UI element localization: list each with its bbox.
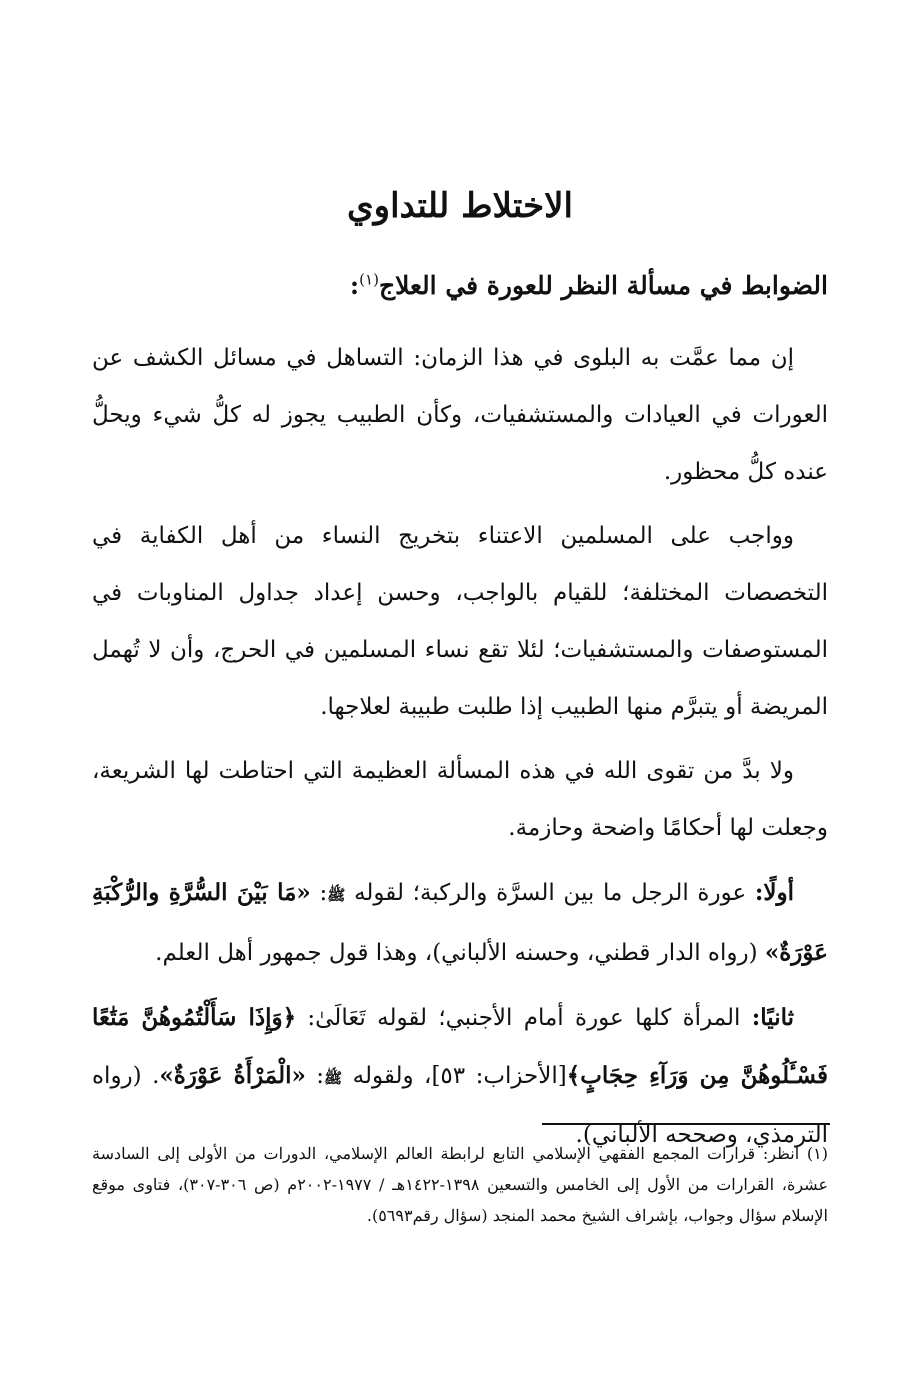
- paragraph-text: المرأة كلها عورة أمام الأجنبي؛ لقوله تَعَالَىٰ:: [296, 1005, 752, 1031]
- paragraph-text: :: [310, 880, 328, 906]
- quran-verse: ﴿وَإِذَا سَأَلْتُمُوهُنَّ مَتَٰعًا فَسْـَٔلُوهُنَّ مِن وَرَآءِ حِجَابٍ﴾: [92, 1004, 828, 1089]
- paragraph-text: ، ولقوله: [342, 1063, 432, 1089]
- salawat-glyph: ﷺ: [324, 1069, 343, 1087]
- body-text: [92, 330, 828, 1171]
- point-label: ثانيًا:: [751, 1004, 795, 1031]
- paragraph-text: عورة الرجل ما بين السرَّة والركبة؛ لقوله: [345, 880, 755, 906]
- paragraph-text: :: [305, 1063, 325, 1089]
- hadith-source: . (رواه الترمذي، وصححه الألباني).: [92, 1063, 828, 1148]
- hadith-quote: «مَا بَيْنَ السُّرَّةِ والرُّكْبَةِ عَوْرَةٌ»: [92, 879, 828, 966]
- section-heading-text: الضوابط في مسألة النظر للعورة في العلاج: [378, 271, 828, 300]
- footnote-separator: [542, 1123, 830, 1125]
- chapter-title: الاختلاط للتداوي: [347, 186, 573, 226]
- verse-reference: [الأحزاب: ٥٣]: [431, 1063, 567, 1089]
- section-heading-suffix: :: [349, 271, 360, 300]
- paragraph-2: وواجب على المسلمين الاعتناء بتخريج النساء من أهل الكفاية في التخصصات المختلفة؛ للقيام بالواجب، وحسن إعداد جداول المناوبات في المستوصفات والمستشفيات؛ لئلا تقع نساء المسلمين في الحرج، وأن لا تُهمل المريضة أو يتبرَّم منها الطبيب إذا طلبت طبيبة لعلاجها.: [92, 523, 828, 720]
- section-heading: [92, 268, 828, 303]
- hadith-source: (رواه الدار قطني، وحسنه الألباني)، وهذا قول جمهور أهل العلم.: [155, 940, 765, 966]
- paragraph-4: [92, 864, 828, 982]
- paragraph-3: ولا بدَّ من تقوى الله في هذه المسألة العظيمة التي احتاطت لها الشريعة، وجعلت لها أحكامًا واضحة وحازمة.: [92, 758, 828, 841]
- footnote-1: (١) انظر: قرارات المجمع الفقهي الإسلامي التابع لرابطة العالم الإسلامي، الدورات من الأولى إلى السادسة عشرة، القرارات من الأول إلى الخامس والتسعين ١٣٩٨-١٤٢٢هـ / ١٩٧٧-٢٠٠٢م (ص ٣٠٦-٣٠٧)، فتاوى موقع الإسلام سؤال وجواب، بإشراف الشيخ محمد المنجد (سؤال رقم٥٦٩٣).: [92, 1144, 828, 1225]
- salawat-glyph: ﷺ: [327, 886, 346, 904]
- footnotes: [92, 1138, 828, 1231]
- hadith-quote: «الْمَرْأَةُ عَوْرَةٌ»: [159, 1062, 306, 1089]
- paragraph-1: إن مما عمَّت به البلوى في هذا الزمان: التساهل في مسائل الكشف عن العورات في العيادات والمستشفيات، وكأن الطبيب يجوز له كلُّ شيء ويحلُّ عنده كلُّ محظور.: [92, 345, 828, 485]
- point-label: أولًا:: [754, 879, 794, 906]
- footnote-reference[interactable]: (١): [359, 270, 379, 289]
